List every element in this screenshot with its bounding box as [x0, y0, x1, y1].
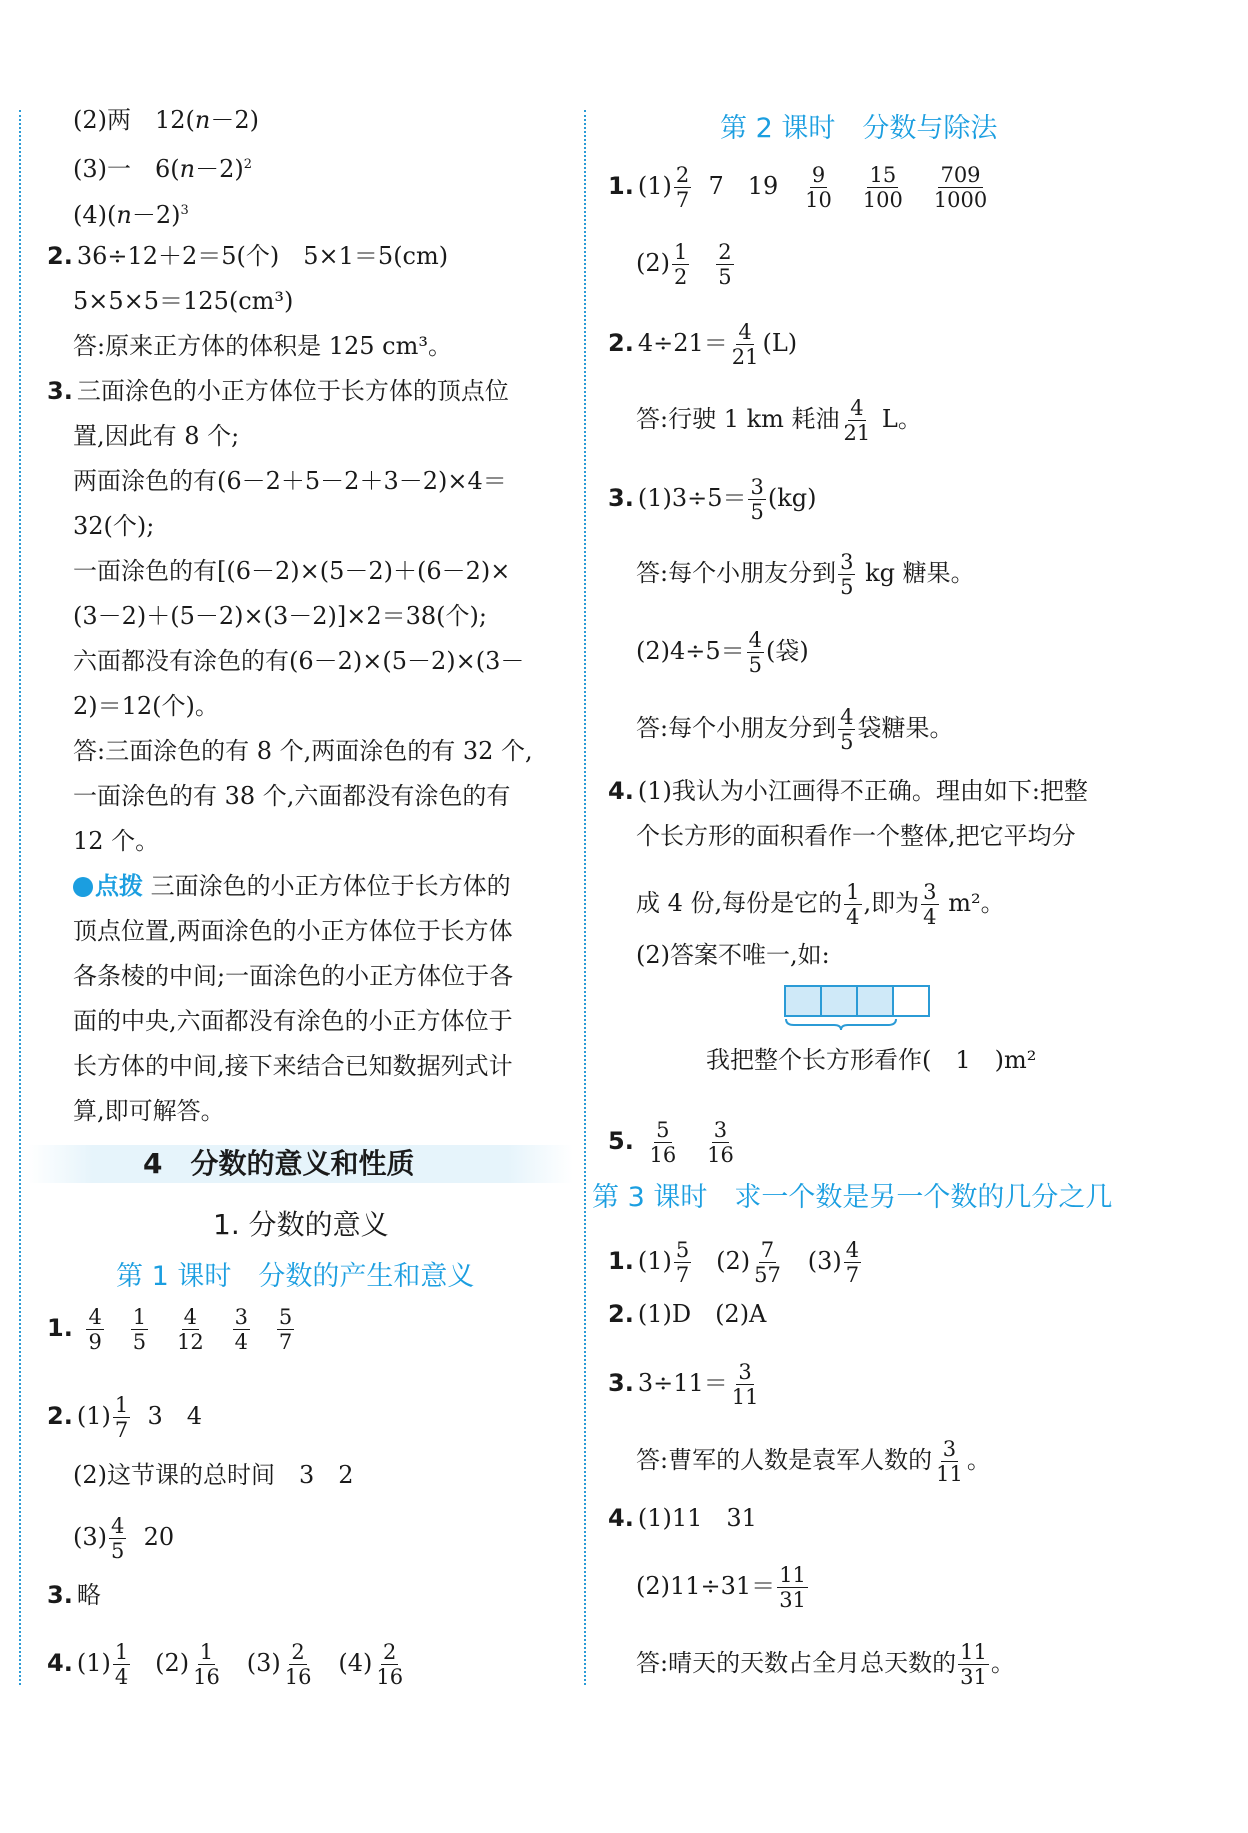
brace	[784, 1017, 898, 1031]
l2-question-5: 5. $\frac{5}{16}$ $\frac{3}{16}$	[608, 1118, 734, 1167]
fraction: $\frac{1}{2}$	[674, 240, 688, 289]
fraction: $\frac{5}{16}$	[649, 1118, 677, 1167]
answer-line: 一面涂色的有[(6－2)×(5－2)＋(6－2)×	[73, 557, 511, 585]
fraction: $\frac{3}{5}$	[840, 550, 854, 599]
l1-question-3: 3. 略	[47, 1581, 101, 1609]
answer-line: (2)答案不唯一,如:	[636, 941, 830, 969]
center-divider-line	[584, 110, 586, 1685]
answer-line: 答:每个小朋友分到 $\frac{3}{5}$ kg 糖果。	[636, 550, 975, 599]
answer-line: 答:原来正方体的体积是 125 cm³。	[73, 332, 452, 360]
answer-line: 六面都没有涂色的有(6－2)×(5－2)×(3－	[73, 647, 525, 675]
answer-line: (2)4÷5＝ $\frac{4}{5}$ (袋)	[636, 628, 809, 677]
unit-title-banner	[28, 1145, 573, 1183]
answer-line: (2) $\frac{1}{2}$ $\frac{2}{5}$	[636, 240, 732, 289]
left-margin-line	[19, 110, 21, 1685]
fraction: $\frac{3}{5}$	[750, 475, 764, 524]
rectangle-diagram	[706, 985, 934, 1030]
answer-line: 两面涂色的有(6－2＋5－2＋3－2)×4＝	[73, 467, 507, 495]
fraction: $\frac{4}{9}$	[88, 1305, 102, 1354]
tip-line: 长方体的中间,接下来结合已知数据列式计	[73, 1052, 513, 1080]
fraction: $\frac{3}{4}$	[923, 880, 937, 929]
fraction: $\frac{4}{7}$	[845, 1238, 860, 1287]
l2-question-2: 2. 4÷21＝ $\frac{4}{21}$ (L)	[608, 320, 798, 369]
fraction: $\frac{1}{16}$	[193, 1640, 220, 1689]
fraction: $\frac{4}{5}$	[748, 628, 763, 677]
rectangle-part-shaded	[784, 985, 822, 1017]
fraction: $\frac{2}{16}$	[376, 1640, 404, 1689]
answer-line: 个长方形的面积看作一个整体,把它平均分	[636, 822, 1076, 850]
fraction: $\frac{3}{11}$	[731, 1360, 759, 1409]
tip-first-line: 点拨 三面涂色的小正方体位于长方体的	[73, 871, 511, 901]
fraction: $\frac{4}{5}$	[111, 1514, 125, 1563]
answer-line: 一面涂色的有 38 个,六面都没有涂色的有	[73, 782, 511, 810]
answer-line: (2)两 12(n－2)	[73, 106, 260, 134]
fraction: $\frac{3}{4}$	[234, 1305, 248, 1354]
rectangle-part	[892, 985, 930, 1017]
answer-line: 32(个);	[73, 512, 155, 540]
answer-line: 置,因此有 8 个;	[73, 422, 240, 450]
section-title: 1. 分数的意义	[213, 1208, 389, 1241]
unit-title: 4 分数的意义和性质	[143, 1147, 415, 1180]
answer-line: 答:三面涂色的有 8 个,两面涂色的有 32 个,	[73, 737, 533, 765]
fraction: $\frac{2}{16}$	[284, 1640, 312, 1689]
fraction: $\frac{1}{4}$	[846, 880, 860, 929]
fraction: $\frac{11}{31}$	[960, 1640, 987, 1689]
tip-line: 顶点位置,两面涂色的小正方体位于长方体	[73, 917, 513, 945]
answer-line: 答:行驶 1 km 耗油 $\frac{4}{21}$ L。	[636, 396, 922, 445]
fraction: $\frac{15}{100}$	[862, 163, 903, 212]
fraction: $\frac{5}{7}$	[675, 1238, 690, 1287]
tip-line: 各条棱的中间;一面涂色的小正方体位于各	[73, 962, 514, 990]
fraction: $\frac{2}{7}$	[675, 163, 690, 212]
fraction: $\frac{709}{1000}$	[933, 163, 988, 212]
fraction: $\frac{4}{21}$	[731, 320, 759, 369]
tip-icon	[73, 877, 93, 897]
l2-question-3: 3. (1)3÷5＝ $\frac{3}{5}$ (kg)	[608, 475, 817, 524]
fraction: $\frac{4}{5}$	[840, 705, 854, 754]
answer-line: 答:晴天的天数占全月总天数的 $\frac{11}{31}$ 。	[636, 1640, 1015, 1689]
l2-question-1: 1. (1) $\frac{2}{7}$ 7 19 $\frac{9}{10}$ $\frac{15}{100}$ $\frac{709}{1000}$	[608, 163, 988, 212]
answer-line: 答:每个小朋友分到 $\frac{4}{5}$ 袋糖果。	[636, 705, 954, 754]
l1-question-4: 4. (1) $\frac{1}{4}$ (2) $\frac{1}{16}$ (3) $\frac{2}{16}$ (4) $\frac{2}{16}$	[47, 1640, 404, 1689]
l3-question-4: 4. (1)11 31	[608, 1504, 757, 1532]
fraction: $\frac{2}{5}$	[718, 240, 732, 289]
fraction: $\frac{11}{31}$	[779, 1563, 806, 1612]
tip-label: 点拨	[95, 872, 143, 900]
l3-question-1: 1. (1) $\frac{5}{7}$ (2) $\frac{7}{57}$ (3) $\frac{4}{7}$	[608, 1238, 860, 1287]
lesson-1-title: 第 1 课时 分数的产生和意义	[116, 1261, 475, 1292]
answer-line: 12 个。	[73, 827, 160, 855]
answer-line: 2)＝12(个)。	[73, 692, 219, 720]
rectangle-part-shaded	[856, 985, 894, 1017]
answer-line: (3)一 $6(n-2)^2$	[73, 155, 253, 183]
fraction: $\frac{7}{57}$	[754, 1238, 781, 1287]
fraction: $\frac{3}{16}$	[707, 1118, 734, 1167]
answer-line: (2)这节课的总时间 3 2	[73, 1461, 354, 1489]
fraction: $\frac{1}{7}$	[114, 1393, 129, 1442]
fraction: $\frac{9}{10}$	[805, 163, 832, 212]
fraction: $\frac{4}{12}$	[177, 1305, 204, 1354]
fraction: $\frac{3}{11}$	[936, 1437, 963, 1486]
l3-question-3: 3. 3÷11＝ $\frac{3}{11}$	[608, 1360, 759, 1409]
l3-question-2: 2. (1)D (2)A	[608, 1300, 767, 1328]
tip-line: 面的中央,六面都没有涂色的小正方体位于	[73, 1007, 513, 1035]
fraction: $\frac{1}{4}$	[114, 1640, 129, 1689]
answer-line: (3－2)＋(5－2)×(3－2)]×2＝38(个);	[73, 602, 487, 630]
l1-question-1: 1. $\frac{4}{9}$ $\frac{1}{5}$ $\frac{4}{12}$ $\frac{3}{4}$ $\frac{5}{7}$	[47, 1305, 293, 1354]
fraction: $\frac{4}{21}$	[843, 396, 871, 445]
question-3: 3. 三面涂色的小正方体位于长方体的顶点位	[47, 377, 509, 405]
answer-line: 5×5×5＝125(cm³)	[73, 287, 294, 315]
tip-line: 算,即可解答。	[73, 1097, 225, 1125]
answer-line: $(4)(n-2)^3$	[73, 201, 189, 229]
answer-line: 成 4 份,每份是它的 $\frac{1}{4}$ ,即为 $\frac{3}{4}$ m²。	[636, 880, 1005, 929]
answer-line: (3) $\frac{4}{5}$ 20	[73, 1514, 175, 1563]
rectangle-part-shaded	[820, 985, 858, 1017]
fraction: $\frac{1}{5}$	[132, 1305, 147, 1354]
l2-question-4: 4. (1)我认为小江画得不正确。理由如下:把整	[608, 777, 1088, 805]
answer-line: 答:曹军的人数是袁军人数的 $\frac{3}{11}$ 。	[636, 1437, 991, 1486]
l1-question-2: 2. (1) $\frac{1}{7}$ 3 4	[47, 1393, 203, 1442]
answer-line: (2)11÷31＝ $\frac{11}{31}$	[636, 1563, 806, 1612]
lesson-3-title: 第 3 课时 求一个数是另一个数的几分之几	[592, 1182, 1113, 1213]
lesson-2-title: 第 2 课时 分数与除法	[720, 113, 998, 144]
fraction: $\frac{5}{7}$	[278, 1305, 293, 1354]
question-2: 2. 36÷12＋2＝5(个) 5×1＝5(cm)	[47, 242, 449, 270]
diagram-caption: 我把整个长方形看作( 1 )m²	[706, 1046, 1037, 1074]
